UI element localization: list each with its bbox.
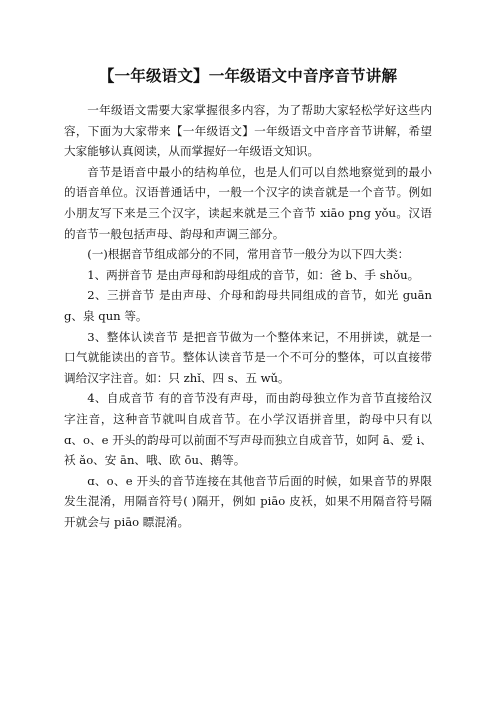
paragraph-self-forming-syllable: 4、自成音节 有的音节没有声母，而由韵母独立作为音节直接给汉字注音，这种音节就叫自成音节。在小学汉语拼音里，韵母中只有以 ɑ、o、e 开头的韵母可以前面不写声母而独立自成音节，如阿 ā、爱 i、袄 ǎo、安 ān、哦、欧 ōu、鹅等。: [64, 391, 432, 468]
paragraph-intro: 一年级语文需要大家掌握很多内容，为了帮助大家轻松学好这些内容，下面为大家带来【一年级语文】一年级语文中音序音节讲解，希望大家能够认真阅读，从而掌握好一年级语文知识。: [64, 103, 432, 159]
paragraph-syllable-definition: 音节是语音中最小的结构单位，也是人们可以自然地察觉到的最小的语音单位。汉语普通话中，一般一个汉字的读音就是一个音节。例如小朋友写下来是三个汉字，读起来就是三个音节 xiāo png yǒu。汉语的音节一般包括声母、韵母和声调三部分。: [64, 164, 432, 241]
paragraph-classification: (一)根据音节组成部分的不同，常用音节一般分为以下四大类：: [87, 247, 410, 262]
document-title: 【一年级语文】一年级语文中音序音节讲解: [98, 66, 398, 85]
paragraph-syllable-separator: ɑ、o、e 开头的音节连接在其他音节后面的时候，如果音节的界限发生混淆，用隔音符号( )隔开，例如 piāo 皮袄，如果不用隔音符号隔开就会与 piāo 瞟混淆。: [64, 473, 432, 529]
document-body: [64, 100, 432, 532]
paragraph-two-part-syllable: 1、两拼音节 是由声母和韵母组成的音节，如：爸 b、手 shǒu。: [87, 267, 420, 282]
paragraph-three-part-syllable: 2、三拼音节 是由声母、介母和韵母共同组成的音节，如光 guāng、泉 qun 等。: [64, 288, 432, 323]
paragraph-whole-reading-syllable: 3、整体认读音节 是把音节做为一个整体来记，不用拼读，就是一口气就能读出的音节。整体认读音节是一个不可分的整体，可以直接带调给汉字注音。如：只 zhǐ、四 s、五 wǔ。: [64, 329, 432, 385]
